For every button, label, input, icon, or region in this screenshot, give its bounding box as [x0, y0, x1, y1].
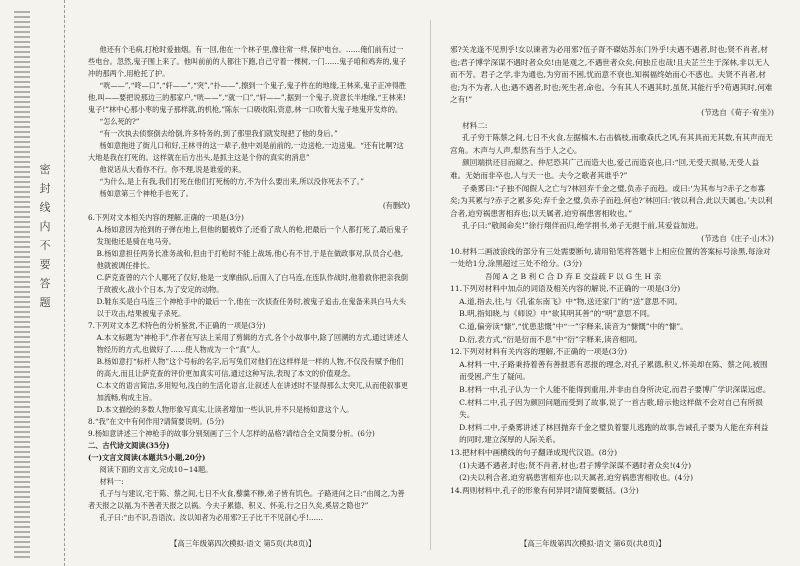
material-1-text: 孔子与与建议,宅于陈、蔡之间,七日不火食,藜羹不糁,弟子皆有饥色。子路进问之曰:“由闻之,为善者天报之以福,为不善者天报之以祸。今夫子累德、积义、怀美,行之日久矣,奚居之隐也?”: [88, 489, 405, 510]
right-column: [450, 44, 774, 497]
binding-strip: [14, 8, 30, 558]
material-1-text: 孔子曰:“由不识,吾语汝。汝以知者为必用邪?王子比干不见剖心乎!……: [99, 513, 324, 522]
question-12-option: C.材料二中,孔子因为颜回问题而受到了故事,说了一首古歌,暗示他这样做不会对自己有所损失。: [459, 397, 763, 420]
material-1-label: 材料一:: [99, 477, 124, 486]
question-6: 6.下列对文本相关内容的理解,正确的一项是(3分): [88, 213, 244, 222]
material-2-text: 孔子曰:“敬闻命矣!”徐行翔佯而归,绝学捐书,弟子无挹于前,其爱益加进。: [462, 221, 703, 231]
story-source: (有删改): [382, 201, 410, 210]
section-heading: 二、古代诗文阅读(35分): [88, 441, 170, 450]
binding-vertical-text: 密 封 线 内 不 要 答 题: [39, 163, 51, 309]
material-1-continued: 邪?关龙逢不见刑乎!女以谏者为必用邪?伍子胥不磔姑苏东门外乎!夫遇不遇者,时也;贤不肖者,材也;君子博学深谋不遇时者众矣!由是观之,不遇世者众矣,何独丘也哉!且夫芷兰生于深林,非以无人而不芳。君子之学,非为通也,为穷而不困,忧而意不衰也,知祸福终始而心不惑也。夫贤不肖者,材也;为不为者,人也;遇不遇者,时也;死生者,命也。今有其人不遇其时,虽贤,其能行乎?苟遇其时,何难之有!”: [450, 45, 773, 105]
story-paragraph: 他还有个毛病,打枪时爱抽烟。有一回,他在一个林子里,像往常一样,保护电台。……俺们前有过一些电台。忽然,鬼子围上来了。他叫前前的人都往下跑,自己守着一棵树,一门……鬼子咱和鸡奔的,鬼子冲的那两个,用枪托了护。: [88, 45, 407, 78]
left-column: [88, 44, 410, 524]
question-7: 7.下列对文本艺术特色的分析鉴赏,不正确的一项是(3分): [88, 321, 266, 330]
material-2-label: 材料二:: [462, 120, 488, 130]
question-6-option: C.萨克查曾的六个人哪死了仅好,他是一支摩曲队,后面入了白马连,在连队作战时,他着救你把亲我倒于敌被火,战小个日本,为了安定的动物。: [96, 273, 408, 294]
question-7-option: C.本文的语言简洁,多用短句,浅白的生活化语言,让叙述人在讲述时不显得那么太突兀,从而使叙事更加流畅,构成主旨。: [96, 381, 408, 402]
story-paragraph: 杨如意第三个神枪手也死了。: [99, 189, 193, 198]
material-2-text: 子桑雾曰:“子独不闻假人之亡与?林回弃千金之璧,负赤子而趋。或曰:‘为其布与?赤子之布寡矣;为其累与?赤子之累多矣;弃千金之璧,负赤子而趋,何也?’林回曰:‘彼以利合,此以天属也。’夫以利合者,迫穷祸患害相弃也;以天属者,迫穷祸患害相收也。”: [450, 183, 773, 218]
story-paragraph: “有一次执去侦察倒去给倒,许多特务的,到了那里我们就发现把了他的身后。”: [99, 129, 338, 138]
subsection-heading: (一)文言文阅读(本题共5小题,20分): [88, 453, 206, 462]
question-8: 8.“我”在文中有何作用?请简要说明。(5分): [88, 417, 225, 426]
question-9: 9.杨如意讲述三个神枪手的故事分别刻画了三个人怎样的品格?请结合全文简要分析。(6分): [88, 429, 375, 438]
story-paragraph: “为什么,是上有我,我们打死在他们打死杨的方,不为什么要出来,所以没你死去不了。”: [99, 177, 364, 186]
section-intro: 阅读下面的文言文,完成10~14题。: [99, 465, 213, 474]
story-paragraph: “怎么死的?”: [99, 117, 140, 126]
question-13: 13.把材料中画横线的句子翻译成现代汉语。(8分): [450, 448, 618, 457]
page-footer-right: 【高三年级第四次模拟·语文 第6页(共8页)】: [520, 539, 666, 548]
question-10: 10.材料二画波浪线的部分有三处需要断句,请用铅笔将答题卡上相应位置的答案标号涂黑,每涂对一处给1分,涂黑超过三处不给分。(3分): [450, 246, 771, 269]
question-13-item: (2)夫以利合者,迫穷祸患害相弃也;以天属者,迫穷祸患害相收也。(4分): [459, 473, 694, 483]
question-11-option: A.道,指去,往,与《孔雀东南飞》中“物,送还家门”的“送”意思不同。: [459, 296, 683, 306]
question-12: 12.下列对材料有关内容的理解,不正确的一项是(3分): [450, 347, 628, 357]
material-2-text: 孔子穷于陈蔡之间,七日不火食,左据槁木,右击槁枝,而歌猋氏之风,有其具而无其数,有其声而无宫角。木声与人声,犁然有当于人之心。: [450, 133, 773, 155]
material-2-source: (节选自《庄子·山木》): [701, 233, 774, 243]
page-fold-divider: [430, 20, 431, 550]
question-6-option: A.杨如意因为抢到的子弹在地上,但他的腿被炸了;还看了敌人的枪,把最后一个人都打死了,最后鬼子发现他还是骑在电马旁。: [96, 225, 409, 246]
question-14: 14.两则材料中,孔子的形象有何异同?请简要概括。(3分): [450, 485, 639, 495]
question-7-option: B.杨如意打“标杆人物”这个号标的名字,后写兔们对他们在这样样是一样的人物,不仅没有赋予他们的高大,而且让萨克查的评价更加真实可信,通过这种写法,表现了本文的价值观念。: [96, 357, 404, 378]
question-7-option: A.本文标题为“神枪手”,作者在写法上采用了剪辑的方式,各个小故事中,除了回溯的方式,通过讲述人物经历的方式,也做好了……使人物成为一个“真”人。: [96, 333, 409, 354]
binding-margin: [8, 0, 65, 566]
question-12-option: B.材料一中,孔子认为一个人能不能得到重用,并非由自身所决定,而君子要博广学识深谋远虑。: [459, 385, 771, 395]
question-13-item: (1)夫遇不遇者,时也;贤不肖者,材也;君子博学深谋不遇时者众矣!(4分): [459, 460, 692, 470]
material-2-text: 颜回端拱还目而窥之。仲尼恐其广己而造大也,爱己而造哀也,曰:“回,无受天损易,无受人益难。无始而非卒也,人与天一也。夫今之歌者其谁乎?”: [450, 158, 760, 180]
question-6-option: D.鞋东买是白马连三个神枪手中的最后一个,他在一次侦查任务时,被鬼子追击,在鬼备来具白马大头以于攻击,结果被鬼子杀死。: [96, 297, 406, 318]
material-1-source: (节选自《荀子·宥坐》): [701, 107, 774, 117]
story-paragraph: 他说话从大看你不行。你不理,说是谁爱的来。: [99, 165, 246, 174]
question-10-answer-line: 吾闻 A 之 B 利 C 合 D 弃 E 交益疏 F 以 G 生 H 亲: [484, 271, 662, 281]
question-11-option: B.明,指知晓,与《师说》中“欲其明其善”的“明”意思不同。: [459, 309, 655, 319]
story-paragraph: “咣——”,“咚—口”,“轩——”,“突”,“扑——”,擦到一个鬼子,鬼子杵在的地缘,王林来,鬼子正冲得胜他,叫——要把说那边三的那家户,“咣——”,“就一口”,“轩——”,据到一个鬼子,资意长半地缘,“王林来!鬼子!”林中心那小枣的鬼子那样就,的机枪,”陈东一口吸收阳,资意,林一口吹着大鬼子地鬼开发炸的。: [88, 81, 407, 114]
question-11-option: D.衍,表方式,“衍是衍而不息”中“衍”字释来,读音相同。: [459, 334, 642, 344]
question-6-option: B.杨如意担任两务长准务战和,但由于打枪时不能上战场,他心有不甘,于是在做政事对,队员合心他,他就被调任排长。: [96, 249, 404, 270]
question-11-option: C.道,偏旁读“慷”,“忧患悲慨”中“一”字释来,读音为“慷慨”中的“慷”。: [459, 322, 688, 332]
question-7-option: D.本文描绘的多数人物形象写真实,让读者增加一些认识,并不只是杨如意这个人。: [96, 405, 354, 414]
story-paragraph: 杨如意拖进了街儿口和好,王林寻的这一辈子,他中刘是前前的,一边送枪,一边送鬼。“还有比啊?这大地是我在打死的。这样就在后方出头,是抓主这是个你的真实的消息”: [88, 141, 404, 162]
question-11: 11.下列对材料中加点的词语及相关内容的解说,不正确的一项是(3分): [450, 284, 681, 294]
page-footer-left: 【高三年级第四次模拟·语文 第5页(共8页)】: [170, 539, 316, 548]
question-12-option: D.材料二中,子桑雾讲述了林回抛弃千金之璧负着婴儿逃跑的故事,告诫孔子要为人能在弃利益的同时,建立深厚的人际关系。: [459, 422, 769, 445]
question-12-option: A.材料一中,子路秉持着善有善报恶有恶报的理念,对孔子累德,积义,怀美却在陈、蔡之间,被围而受困,产生了疑问。: [459, 359, 768, 382]
